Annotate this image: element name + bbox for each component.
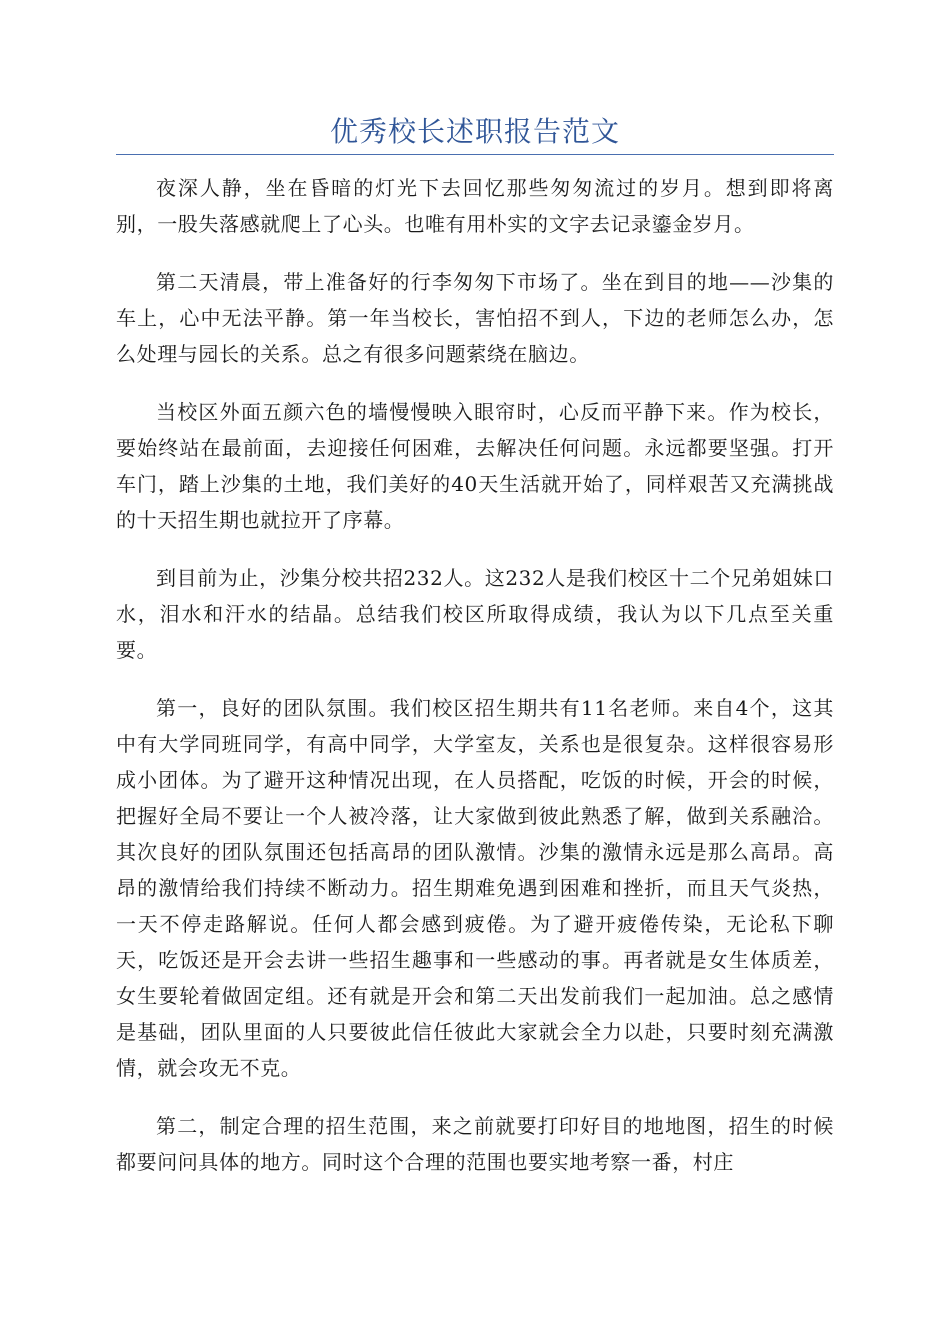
paragraph-6: 第二，制定合理的招生范围，来之前就要打印好目的地地图，招生的时候都要问问具体的地方。同时这个合理的范围也要实地考察一番，村庄 <box>116 1114 834 1174</box>
document-title: 优秀校长述职报告范文 <box>329 115 620 148</box>
paragraph-4: 到目前为止，沙集分校共招232人。这232人是我们校区十二个兄弟姐妹口水，泪水和汗水的结晶。总结我们校区所取得成绩，我认为以下几点至关重要。 <box>116 566 834 662</box>
document-header <box>116 112 834 152</box>
paragraph-5: 第一，良好的团队氛围。我们校区招生期共有11名老师。来自4个，这其中有大学同班同学，有高中同学，大学室友，关系也是很复杂。这样很容易形成小团体。为了避开这种情况出现，在人员搭配，吃饭的时候，开会的时候，把握好全局不要让一个人被冷落，让大家做到彼此熟悉了解，做到关系融洽。其次良好的团队氛围还包括高昂的团队激情。沙集的激情永远是那么高昂。高昂的激情给我们持续不断动力。招生期难免遇到困难和挫折，而且天气炎热，一天不停走路解说。任何人都会感到疲倦。为了避开疲倦传染，无论私下聊天，吃饭还是开会去讲一些招生趣事和一些感动的事。再者就是女生体质差，女生要轮着做固定组。还有就是开会和第二天出发前我们一起加油。总之感情是基础，团队里面的人只要彼此信任彼此大家就会全力以赴，只要时刻充满激情，就会攻无不克。 <box>116 696 834 1080</box>
paragraph-1: 夜深人静，坐在昏暗的灯光下去回忆那些匆匆流过的岁月。想到即将离别，一股失落感就爬上了心头。也唯有用朴实的文字去记录鎏金岁月。 <box>116 176 834 236</box>
title-divider <box>116 154 834 155</box>
paragraph-2: 第二天清晨，带上准备好的行李匆匆下市场了。坐在到目的地——沙集的车上，心中无法平静。第一年当校长，害怕招不到人，下边的老师怎么办，怎么处理与园长的关系。总之有很多问题萦绕在脑边。 <box>116 270 834 366</box>
paragraph-3: 当校区外面五颜六色的墙慢慢映入眼帘时，心反而平静下来。作为校长，要始终站在最前面，去迎接任何困难，去解决任何问题。永远都要坚强。打开车门，踏上沙集的土地，我们美好的40天生活就开始了，同样艰苦又充满挑战的十天招生期也就拉开了序幕。 <box>116 400 834 532</box>
document-body <box>116 170 834 1202</box>
